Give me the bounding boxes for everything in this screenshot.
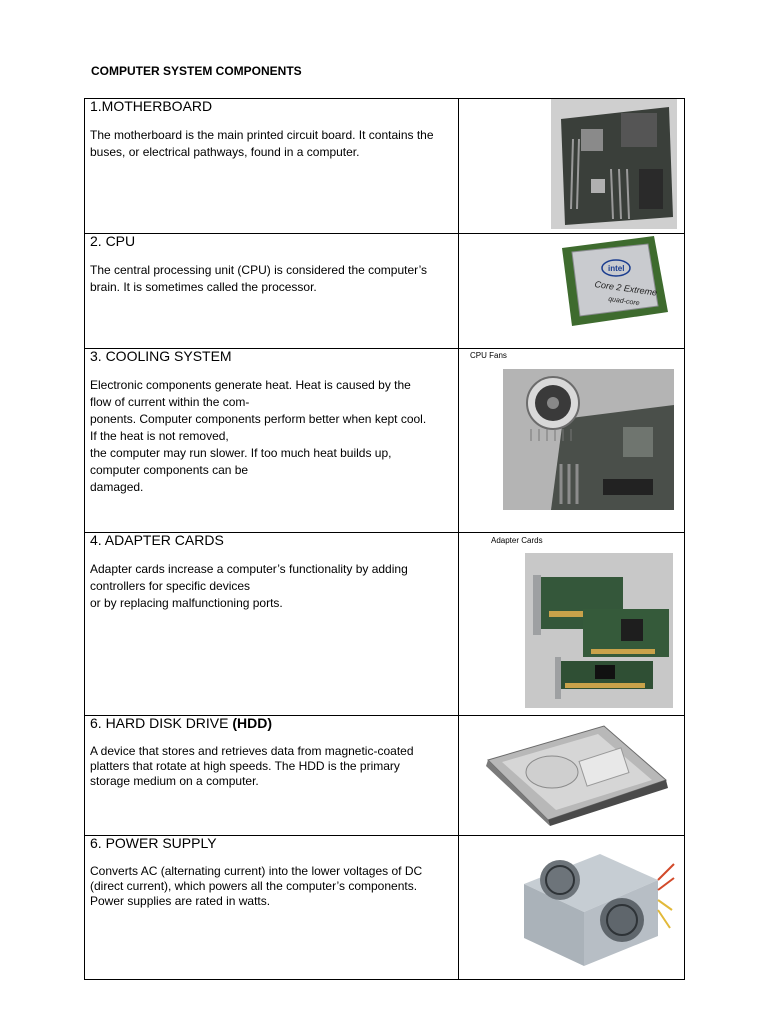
- row-adapter-cards: [84, 532, 458, 612]
- cpu-model-text: Core 2 Extreme: [593, 279, 658, 298]
- cpu-brand-text: intel: [608, 264, 625, 273]
- row-hard-disk-drive: [84, 715, 458, 789]
- row-heading: 3. COOLING SYSTEM: [90, 348, 232, 364]
- row-cooling-system: [84, 348, 458, 496]
- row-heading: 6. POWER SUPPLY: [90, 835, 217, 851]
- row-heading: 2. CPU: [90, 233, 136, 249]
- row-cpu: [84, 233, 458, 296]
- row-motherboard: [84, 98, 458, 161]
- image-caption: Adapter Cards: [491, 536, 543, 545]
- row-power-supply: [84, 835, 458, 909]
- row-heading: 1.MOTHERBOARD: [90, 98, 213, 114]
- cpu-cores-text: quad-core: [607, 295, 640, 308]
- adapter-cards-photo: [525, 553, 673, 708]
- column-divider: [458, 98, 459, 980]
- document-title: COMPUTER SYSTEM COMPONENTS: [91, 64, 302, 78]
- row-description: Adapter cards increase a computer’s functionality by adding controllers for specific devices or by replacing malfunctioning ports.: [90, 562, 408, 610]
- cpu-fan-photo: [503, 369, 674, 510]
- row-heading: 4. ADAPTER CARDS: [90, 532, 224, 548]
- cpu-photo: [556, 234, 672, 328]
- motherboard-photo: [551, 99, 677, 229]
- row-description: A device that stores and retrieves data from magnetic-coated platters that rotate at high speeds. The HDD is the primary storage medium on a computer.: [90, 744, 414, 788]
- row-description: Electronic components generate heat. Heat is caused by the flow of current within the com- ponents. Computer components perform better when kept cool. If the heat is not removed, the computer may run slower. If too much heat builds up, computer components can be damaged.: [90, 378, 427, 494]
- hard-disk-photo: [482, 722, 672, 826]
- power-supply-photo: [518, 850, 676, 968]
- row-heading: 6. HARD DISK DRIVE (HDD): [90, 715, 273, 731]
- row-description: The motherboard is the main printed circuit board. It contains the buses, or electrical pathways, found in a computer.: [90, 128, 434, 159]
- row-description: The central processing unit (CPU) is considered the computer’s brain. It is sometimes called the processor.: [90, 263, 428, 294]
- image-caption: CPU Fans: [470, 351, 507, 360]
- row-description: Converts AC (alternating current) into the lower voltages of DC (direct current), which powers all the computer’s components. Power supplies are rated in watts.: [90, 864, 423, 908]
